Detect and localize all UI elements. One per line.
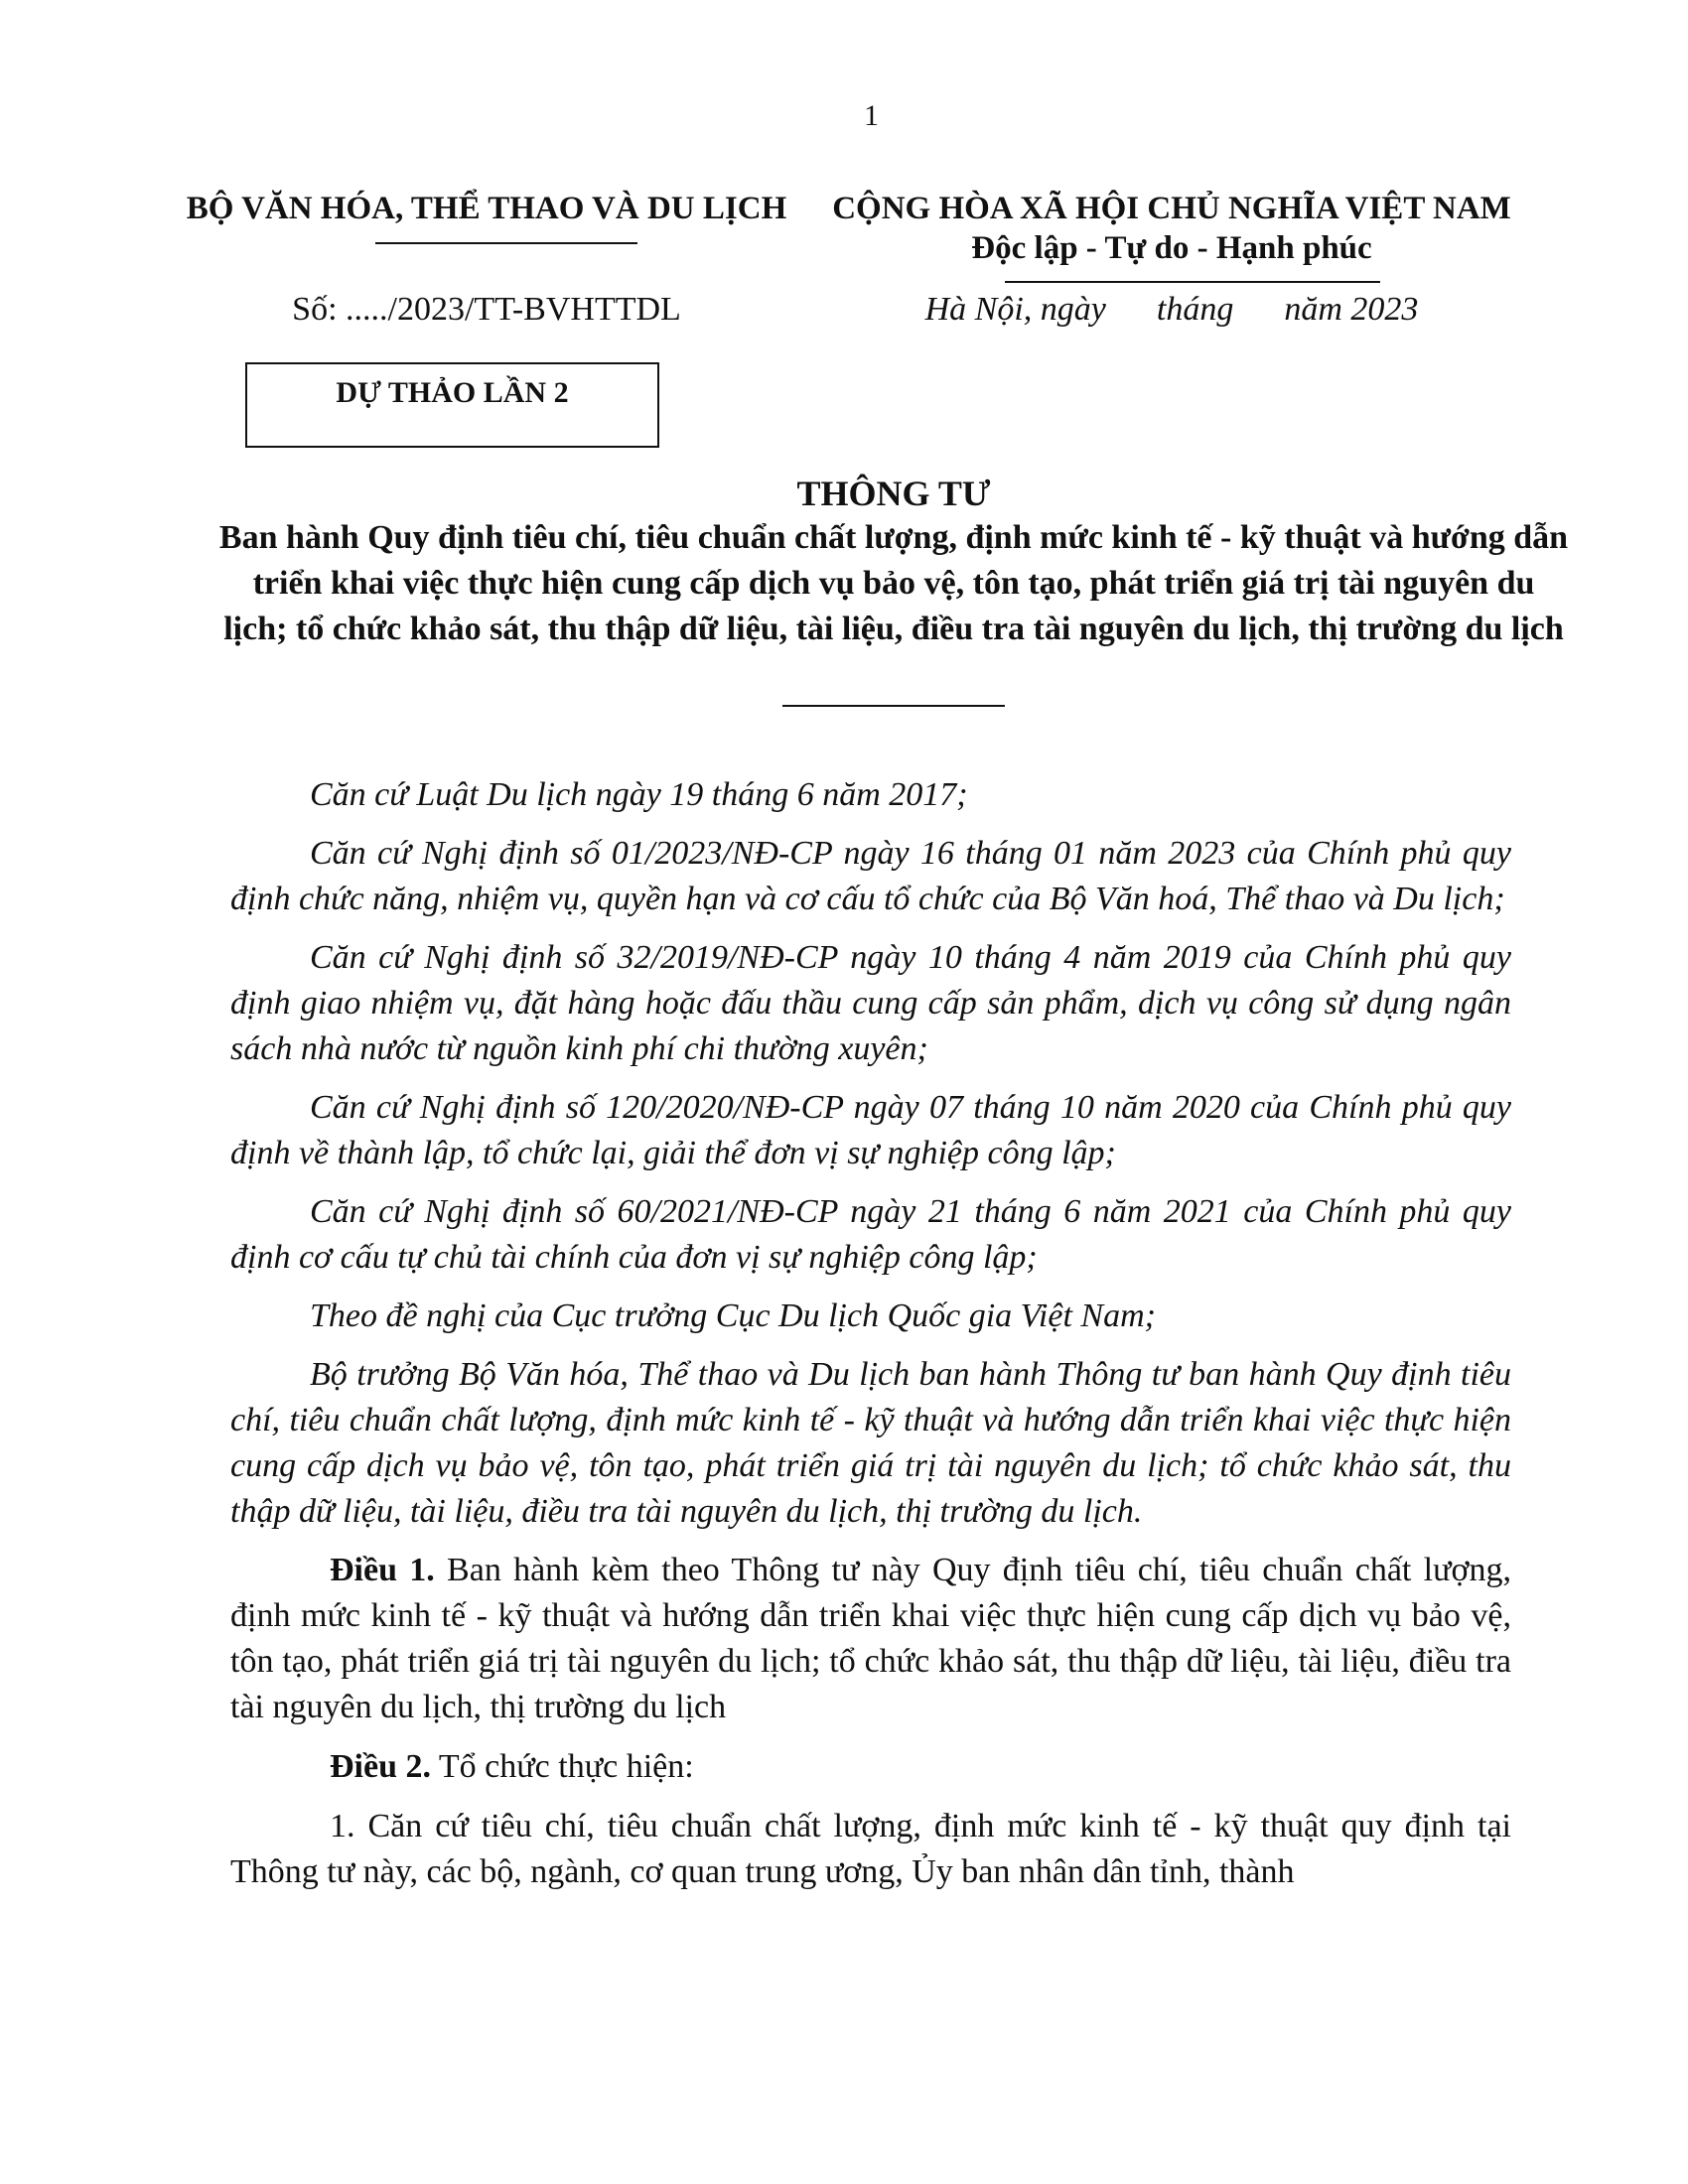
document-body — [230, 772, 1511, 1909]
articles — [230, 1548, 1511, 1895]
article-1-text: Ban hành kèm theo Thông tư này Quy định tiêu chí, tiêu chuẩn chất lượng, định mức kinh tế - kỹ thuật và hướng dẫn triển khai việc thực hiện cung cấp dịch vụ bảo vệ, tôn tạo, phát triển giá trị tài nguyên du lịch; tổ chức khảo sát, thu thập dữ liệu, tài liệu, điều tra tài nguyên du lịch, thị trường du lịch — [230, 1552, 1511, 1725]
article-2-text: Tổ chức thực hiện: — [431, 1748, 694, 1785]
document-date: Hà Nội, ngày tháng năm 2023 — [924, 291, 1419, 328]
preamble-paragraph: Căn cứ Nghị định số 60/2021/NĐ-CP ngày 21 tháng 6 năm 2021 của Chính phủ quy định cơ cấu tự chủ tài chính của đơn vị sự nghiệp công lập; — [230, 1193, 1511, 1276]
preamble-paragraph: Căn cứ Nghị định số 32/2019/NĐ-CP ngày 10 tháng 4 năm 2019 của Chính phủ quy định giao nhiệm vụ, đặt hàng hoặc đấu thầu cung cấp sản phẩm, dịch vụ công sử dụng ngân sách nhà nước từ nguồn kinh phí chi thường xuyên; — [230, 939, 1511, 1067]
draft-label-box — [245, 362, 659, 448]
document-number: Số: ...../2023/TT-BVHTTDL — [292, 291, 681, 328]
article-2-item-1: 1. Căn cứ tiêu chí, tiêu chuẩn chất lượng, định mức kinh tế - kỹ thuật quy định tại Thông tư này, các bộ, ngành, cơ quan trung ương, Ủy ban nhân dân tỉnh, thành — [230, 1808, 1511, 1890]
ministry-name: BỘ VĂN HÓA, THỂ THAO VÀ DU LỊCH — [186, 191, 787, 226]
page-number: 1 — [864, 99, 879, 132]
article-2 — [230, 1744, 1511, 1790]
document-type-title: THÔNG TƯ — [796, 474, 991, 513]
preamble-paragraph: Căn cứ Nghị định số 120/2020/NĐ-CP ngày 07 tháng 10 năm 2020 của Chính phủ quy định về thành lập, tổ chức lại, giải thể đơn vị sự nghiệp công lập; — [230, 1089, 1511, 1171]
country-name: CỘNG HÒA XÃ HỘI CHỦ NGHĨA VIỆT NAM — [832, 191, 1511, 226]
preamble-paragraph: Bộ trưởng Bộ Văn hóa, Thể thao và Du lịch ban hành Thông tư ban hành Quy định tiêu chí, tiêu chuẩn chất lượng, định mức kinh tế - kỹ thuật và hướng dẫn triển khai việc thực hiện cung cấp dịch vụ bảo vệ, tôn tạo, phát triển giá trị tài nguyên du lịch; tổ chức khảo sát, thu thập dữ liệu, tài liệu, điều tra tài nguyên du lịch, thị trường du lịch. — [230, 1356, 1511, 1530]
issuing-authority — [179, 189, 794, 228]
legal-basis-preamble — [230, 772, 1511, 1535]
preamble-paragraph: Theo đề nghị của Cục trưởng Cục Du lịch Quốc gia Việt Nam; — [310, 1297, 1156, 1334]
draft-label: DỰ THẢO LẦN 2 — [336, 376, 569, 409]
document-title-block — [179, 472, 1609, 652]
ministry-underline — [375, 242, 637, 244]
title-underline — [782, 705, 1005, 707]
article-1-label: Điều 1. — [330, 1552, 435, 1588]
article-1 — [230, 1548, 1511, 1730]
article-2-label: Điều 2. — [330, 1748, 431, 1785]
national-motto: Độc lập - Tự do - Hạnh phúc — [971, 230, 1372, 266]
preamble-paragraph: Căn cứ Luật Du lịch ngày 19 tháng 6 năm 2017; — [310, 776, 968, 813]
document-title-description: Ban hành Quy định tiêu chí, tiêu chuẩn chất lượng, định mức kinh tế - kỹ thuật và hướng dẫn triển khai việc thực hiện cung cấp dịch vụ bảo vệ, tôn tạo, phát triển giá trị tài nguyên du lịch; tổ chức khảo sát, thu thập dữ liệu, tài liệu, điều tra tài nguyên du lịch, thị trường du lịch — [218, 519, 1569, 647]
national-header — [814, 189, 1529, 268]
motto-underline — [1005, 281, 1380, 283]
preamble-paragraph: Căn cứ Nghị định số 01/2023/NĐ-CP ngày 16 tháng 01 năm 2023 của Chính phủ quy định chức năng, nhiệm vụ, quyền hạn và cơ cấu tổ chức của Bộ Văn hoá, Thể thao và Du lịch; — [230, 835, 1511, 917]
